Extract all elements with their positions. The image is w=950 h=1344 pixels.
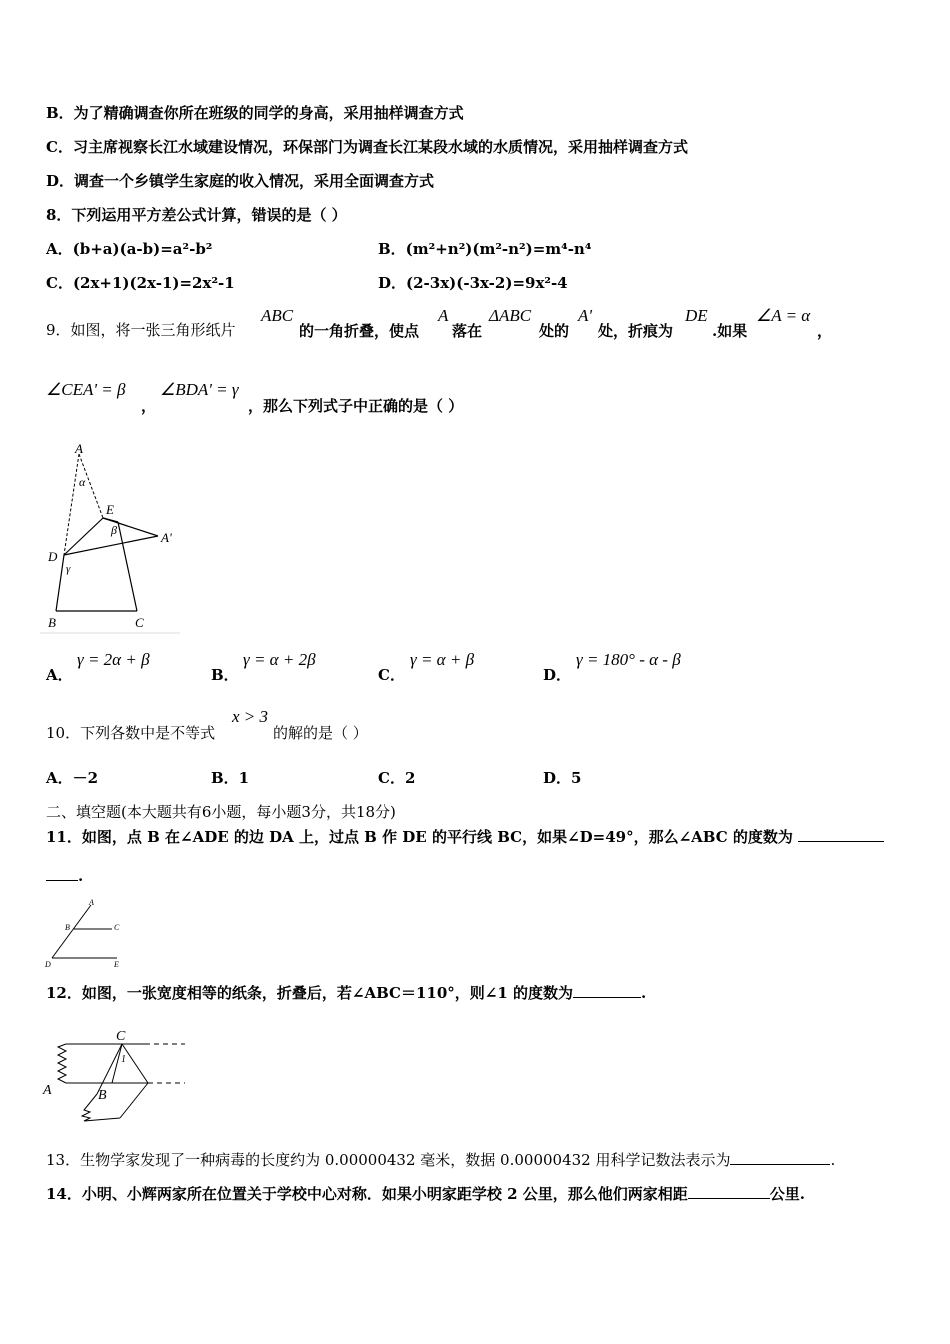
q12-fig-label-a: A	[43, 1083, 52, 1098]
q9-math-de: DE	[685, 306, 708, 325]
q10-option-d: D．5	[543, 769, 582, 787]
q9-text-7: ，	[817, 322, 833, 340]
q12-fig-label-1: 1	[121, 1054, 126, 1065]
q12-answer-blank[interactable]	[573, 983, 641, 998]
q11-fig-label-c: C	[114, 923, 120, 932]
q9-fig-label-b: B	[48, 615, 56, 630]
q9-option-b-label: B．	[211, 666, 239, 684]
q9-fig-label-d: D	[48, 549, 58, 564]
q9-fig-label-a: A	[75, 441, 83, 456]
q14-answer-blank[interactable]	[688, 1184, 770, 1199]
q11-stem	[46, 827, 884, 847]
q9-text-5: 处，折痕为	[598, 322, 674, 340]
q9-stem-line1	[46, 320, 236, 340]
q9-math-abc: ABC	[261, 306, 294, 325]
q12-stem	[46, 983, 646, 1003]
q14-stem	[46, 1184, 805, 1204]
q12-fig-label-c: C	[116, 1029, 126, 1044]
q13-end: .	[830, 1151, 836, 1169]
q9-fig-label-alpha: α	[79, 475, 86, 489]
q12-stem-text: 12．如图，一张宽度相等的纸条，折叠后，若∠ABC＝110°，则∠1 的度数为	[46, 984, 574, 1002]
q8-option-a: A．(b+a)(a-b)=a²-b²	[46, 240, 213, 258]
q12-end: .	[641, 984, 647, 1002]
q9-fig-label-a-prime: A'	[161, 530, 172, 545]
q8-option-c: C．(2x+1)(2x-1)=2x²-1	[46, 274, 235, 292]
q9-option-d-label: D．	[543, 666, 572, 684]
q13-stem-text: 13．生物学家发现了一种病毒的长度约为 0.00000432 毫米，数据 0.00000432 用科学记数法表示为	[46, 1151, 731, 1169]
q8-option-b: B．(m²+n²)(m²-n²)=m⁴-n⁴	[378, 240, 592, 258]
q10-math-inequality: x > 3	[232, 707, 269, 726]
q11-fig-label-b: B	[65, 923, 70, 932]
q13-stem	[46, 1150, 835, 1170]
q10-option-c: C．2	[378, 769, 416, 787]
q11-stem-line2	[46, 866, 83, 886]
q9-option-b: γ = α + 2β	[243, 650, 316, 669]
q10-option-a: A．－2	[46, 769, 99, 787]
q9-figure	[40, 438, 185, 636]
q9-math-a: A	[438, 306, 449, 325]
q7-option-c: C．习主席视察长江水域建设情况，环保部门为调查长江某段水域的水质情况，采用抽样调查方式	[46, 138, 688, 156]
q10-text-2: 的解的是（ ）	[273, 724, 368, 742]
q9-option-a-label: A．	[46, 666, 73, 684]
q14-end: 公里.	[769, 1185, 805, 1203]
q9-option-d: γ = 180° - α - β	[576, 650, 681, 669]
q8-stem: 8．下列运用平方差公式计算，错误的是（ ）	[46, 206, 347, 224]
q9-text-4: 处的	[539, 322, 570, 340]
q8-option-d: D．(2-3x)(-3x-2)=9x²-4	[378, 274, 568, 292]
q9-option-c-label: C．	[378, 666, 405, 684]
q13-answer-blank[interactable]	[730, 1150, 830, 1165]
q9-math-a-prime: A'	[578, 306, 593, 325]
q7-option-d: D．调查一个乡镇学生家庭的收入情况，采用全面调查方式	[46, 172, 435, 190]
q9-math-angle-bda: ∠BDA' = γ	[160, 380, 239, 399]
q9-option-c: γ = α + β	[410, 650, 475, 669]
q9-fig-label-gamma: γ	[66, 563, 71, 575]
q9-text-9: ，那么下列式子中正确的是（ ）	[248, 397, 464, 415]
q11-end: .	[78, 867, 84, 885]
q9-fig-label-e: E	[106, 502, 114, 517]
q11-figure	[42, 898, 127, 970]
q10-text-1: 10．下列各数中是不等式	[46, 724, 216, 742]
q9-math-delta-abc: ΔABC	[489, 306, 532, 325]
q14-stem-text: 14．小明、小辉两家所在位置关于学校中心对称．如果小明家距学校 2 公里，那么他们两家相距	[46, 1185, 688, 1203]
q11-answer-blank[interactable]	[798, 827, 884, 842]
q11-answer-blank-cont[interactable]	[46, 866, 78, 881]
q9-text-3: 落在	[452, 322, 483, 340]
q11-stem-text: 11．如图，点 B 在∠ADE 的边 DA 上，过点 B 作 DE 的平行线 BC，如果∠D=49°，那么∠ABC 的度数为	[46, 828, 793, 846]
q9-fig-label-beta: β	[111, 523, 117, 537]
q9-math-angle-a: ∠A = α	[756, 306, 811, 325]
q11-fig-label-a: A	[89, 898, 94, 907]
q12-figure	[40, 1024, 190, 1124]
section-2-title: 二、填空题(本大题共有6小题，每小题3分，共18分)	[46, 803, 396, 821]
q12-fig-label-b: B	[98, 1088, 107, 1103]
q11-fig-label-d: D	[45, 960, 51, 969]
q11-fig-label-e: E	[114, 960, 119, 969]
q9-text-6: .如果	[712, 322, 748, 340]
q9-math-angle-cea: ∠CEA' = β	[46, 380, 126, 399]
q10-option-b: B．1	[211, 769, 250, 787]
q9-text-8: ，	[141, 397, 157, 415]
q7-option-b: B．为了精确调查你所在班级的同学的身高，采用抽样调查方式	[46, 104, 464, 122]
q9-text-1: 9．如图，将一张三角形纸片	[46, 321, 236, 339]
q9-text-2: 的一角折叠，使点	[299, 322, 420, 340]
q9-option-a: γ = 2α + β	[77, 650, 150, 669]
q9-fig-label-c: C	[135, 615, 144, 630]
